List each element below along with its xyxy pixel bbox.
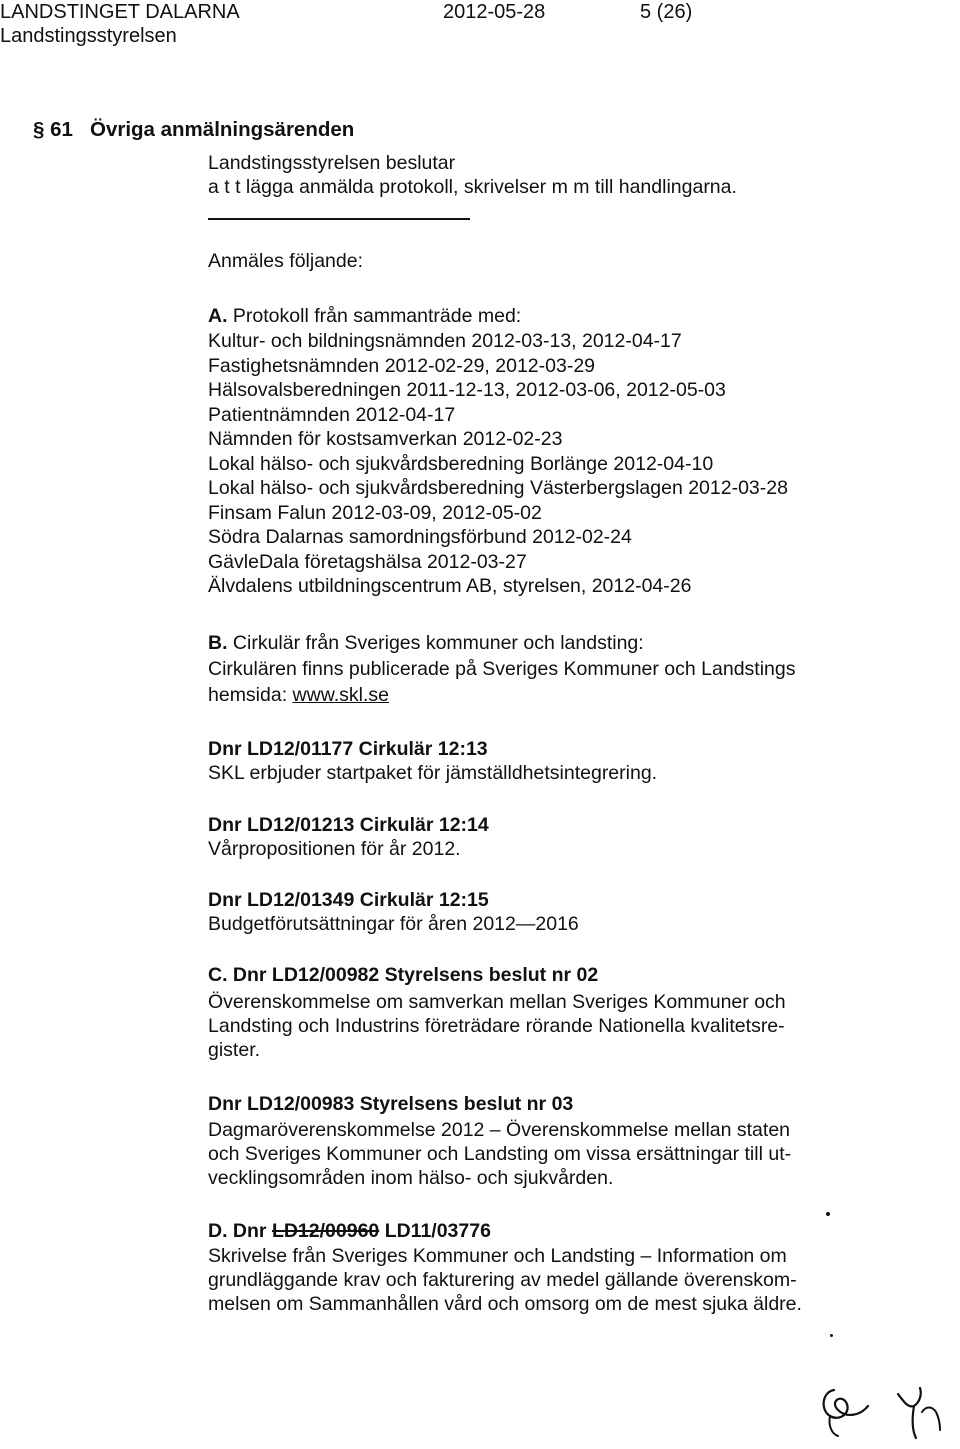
part-d-letter: D.: [208, 1220, 228, 1242]
list-item: Fastighetsnämnden 2012-02-29, 2012-03-29: [208, 354, 596, 377]
part-d-prefix: Dnr: [232, 1220, 267, 1242]
document-date: 2012-05-28: [443, 1, 546, 23]
text-line: Landsting och Industrins företrädare rörande Nationella kvalitetsre-: [208, 1015, 785, 1037]
part-a-title: Protokoll från sammanträde med:: [232, 305, 522, 327]
decision-ref: Dnr LD12/00982 Styrelsens beslut nr 02: [232, 964, 599, 986]
part-d-ref: LD11/03776: [384, 1220, 491, 1242]
stray-dot: [826, 1212, 830, 1216]
circular-text: SKL erbjuder startpaket för jämställdhetsintegrering.: [208, 762, 658, 784]
list-item: Hälsovalsberedningen 2011-12-13, 2012-03-06, 2012-05-03: [208, 379, 726, 401]
org-name: LANDSTINGET DALARNA: [0, 1, 240, 23]
part-a-letter: A.: [208, 305, 228, 327]
list-item: Lokal hälso- och sjukvårdsberedning Borlänge 2012-04-10: [208, 452, 714, 475]
part-c-letter: C.: [208, 964, 228, 986]
list-item: Nämnden för kostsamverkan 2012-02-23: [208, 428, 563, 450]
part-c-heading: [208, 964, 598, 987]
part-b-title: Cirkulär från Sveriges kommuner och landsting:: [232, 632, 644, 654]
circular-ref: Dnr LD12/01177 Cirkulär 12:13: [208, 738, 488, 760]
text-line: Överenskommelse om samverkan mellan Sveriges Kommuner och: [208, 991, 786, 1013]
section-heading: [33, 118, 354, 141]
list-item: Finsam Falun 2012-03-09, 2012-05-02: [208, 501, 542, 524]
skl-website-link[interactable]: www.skl.se: [292, 684, 389, 706]
circular-ref: Dnr LD12/01349 Cirkulär 12:15: [208, 889, 489, 911]
divider: [208, 218, 470, 220]
text-line: grundläggande krav och fakturering av medel gällande överenskom-: [208, 1269, 797, 1291]
site-prefix: hemsida:: [208, 684, 293, 706]
part-a-heading: [208, 305, 521, 328]
section-number: § 61: [33, 118, 73, 141]
circular-text: Vårpropositionen för år 2012.: [208, 838, 461, 860]
decision-text: [208, 1118, 908, 1190]
part-d-heading: [208, 1220, 491, 1243]
text-line: Dagmaröverenskommelse 2012 – Överenskommelse mellan staten: [208, 1119, 791, 1141]
decision-ref: Dnr LD12/00983 Styrelsens beslut nr 03: [208, 1093, 574, 1115]
text-line: Skrivelse från Sveriges Kommuner och Landsting – Information om: [208, 1245, 787, 1267]
part-b-letter: B.: [208, 632, 228, 654]
text-line: gister.: [208, 1039, 261, 1061]
struck-ref: LD12/00960: [271, 1220, 380, 1242]
decision-text: [208, 990, 908, 1062]
part-d-text: [208, 1244, 908, 1316]
decision-line-1: Landstingsstyrelsen beslutar: [208, 152, 456, 174]
stray-dot: [830, 1334, 833, 1337]
part-b-heading: [208, 632, 644, 655]
decision-line-2: a t t lägga anmälda protokoll, skrivelser m m till handlingarna.: [208, 176, 737, 198]
list-item: Kultur- och bildningsnämnden 2012-03-13, 2012-04-17: [208, 330, 682, 352]
handwritten-initials: [812, 1372, 952, 1444]
text-line: och Sveriges Kommuner och Landsting om vissa ersättningar till ut-: [208, 1143, 792, 1165]
list-item: Södra Dalarnas samordningsförbund 2012-02-24: [208, 526, 632, 548]
list-item: Patientnämnden 2012-04-17: [208, 403, 456, 426]
section-title: Övriga anmälningsärenden: [90, 118, 355, 141]
list-item: GävleDala företagshälsa 2012-03-27: [208, 550, 527, 573]
text-line: melsen om Sammanhållen vård och omsorg om de mest sjuka äldre.: [208, 1293, 802, 1315]
text-line: vecklingsområden inom hälso- och sjukvården.: [208, 1167, 614, 1189]
list-item: Lokal hälso- och sjukvårdsberedning Västerbergslagen 2012-03-28: [208, 477, 788, 499]
list-item: Älvdalens utbildningscentrum AB, styrelsen, 2012-04-26: [208, 575, 692, 597]
part-a-list: [208, 329, 908, 599]
circular-ref: Dnr LD12/01213 Cirkulär 12:14: [208, 814, 489, 836]
part-b-site-line: [208, 684, 389, 707]
announce-heading: Anmäles följande:: [208, 250, 364, 272]
circular-text: Budgetförutsättningar för åren 2012—2016: [208, 913, 579, 935]
unit-name: Landstingsstyrelsen: [0, 25, 177, 47]
page-number: 5 (26): [640, 1, 693, 23]
part-b-intro: Cirkulären finns publicerade på Sveriges Kommuner och Landstings: [208, 658, 796, 680]
